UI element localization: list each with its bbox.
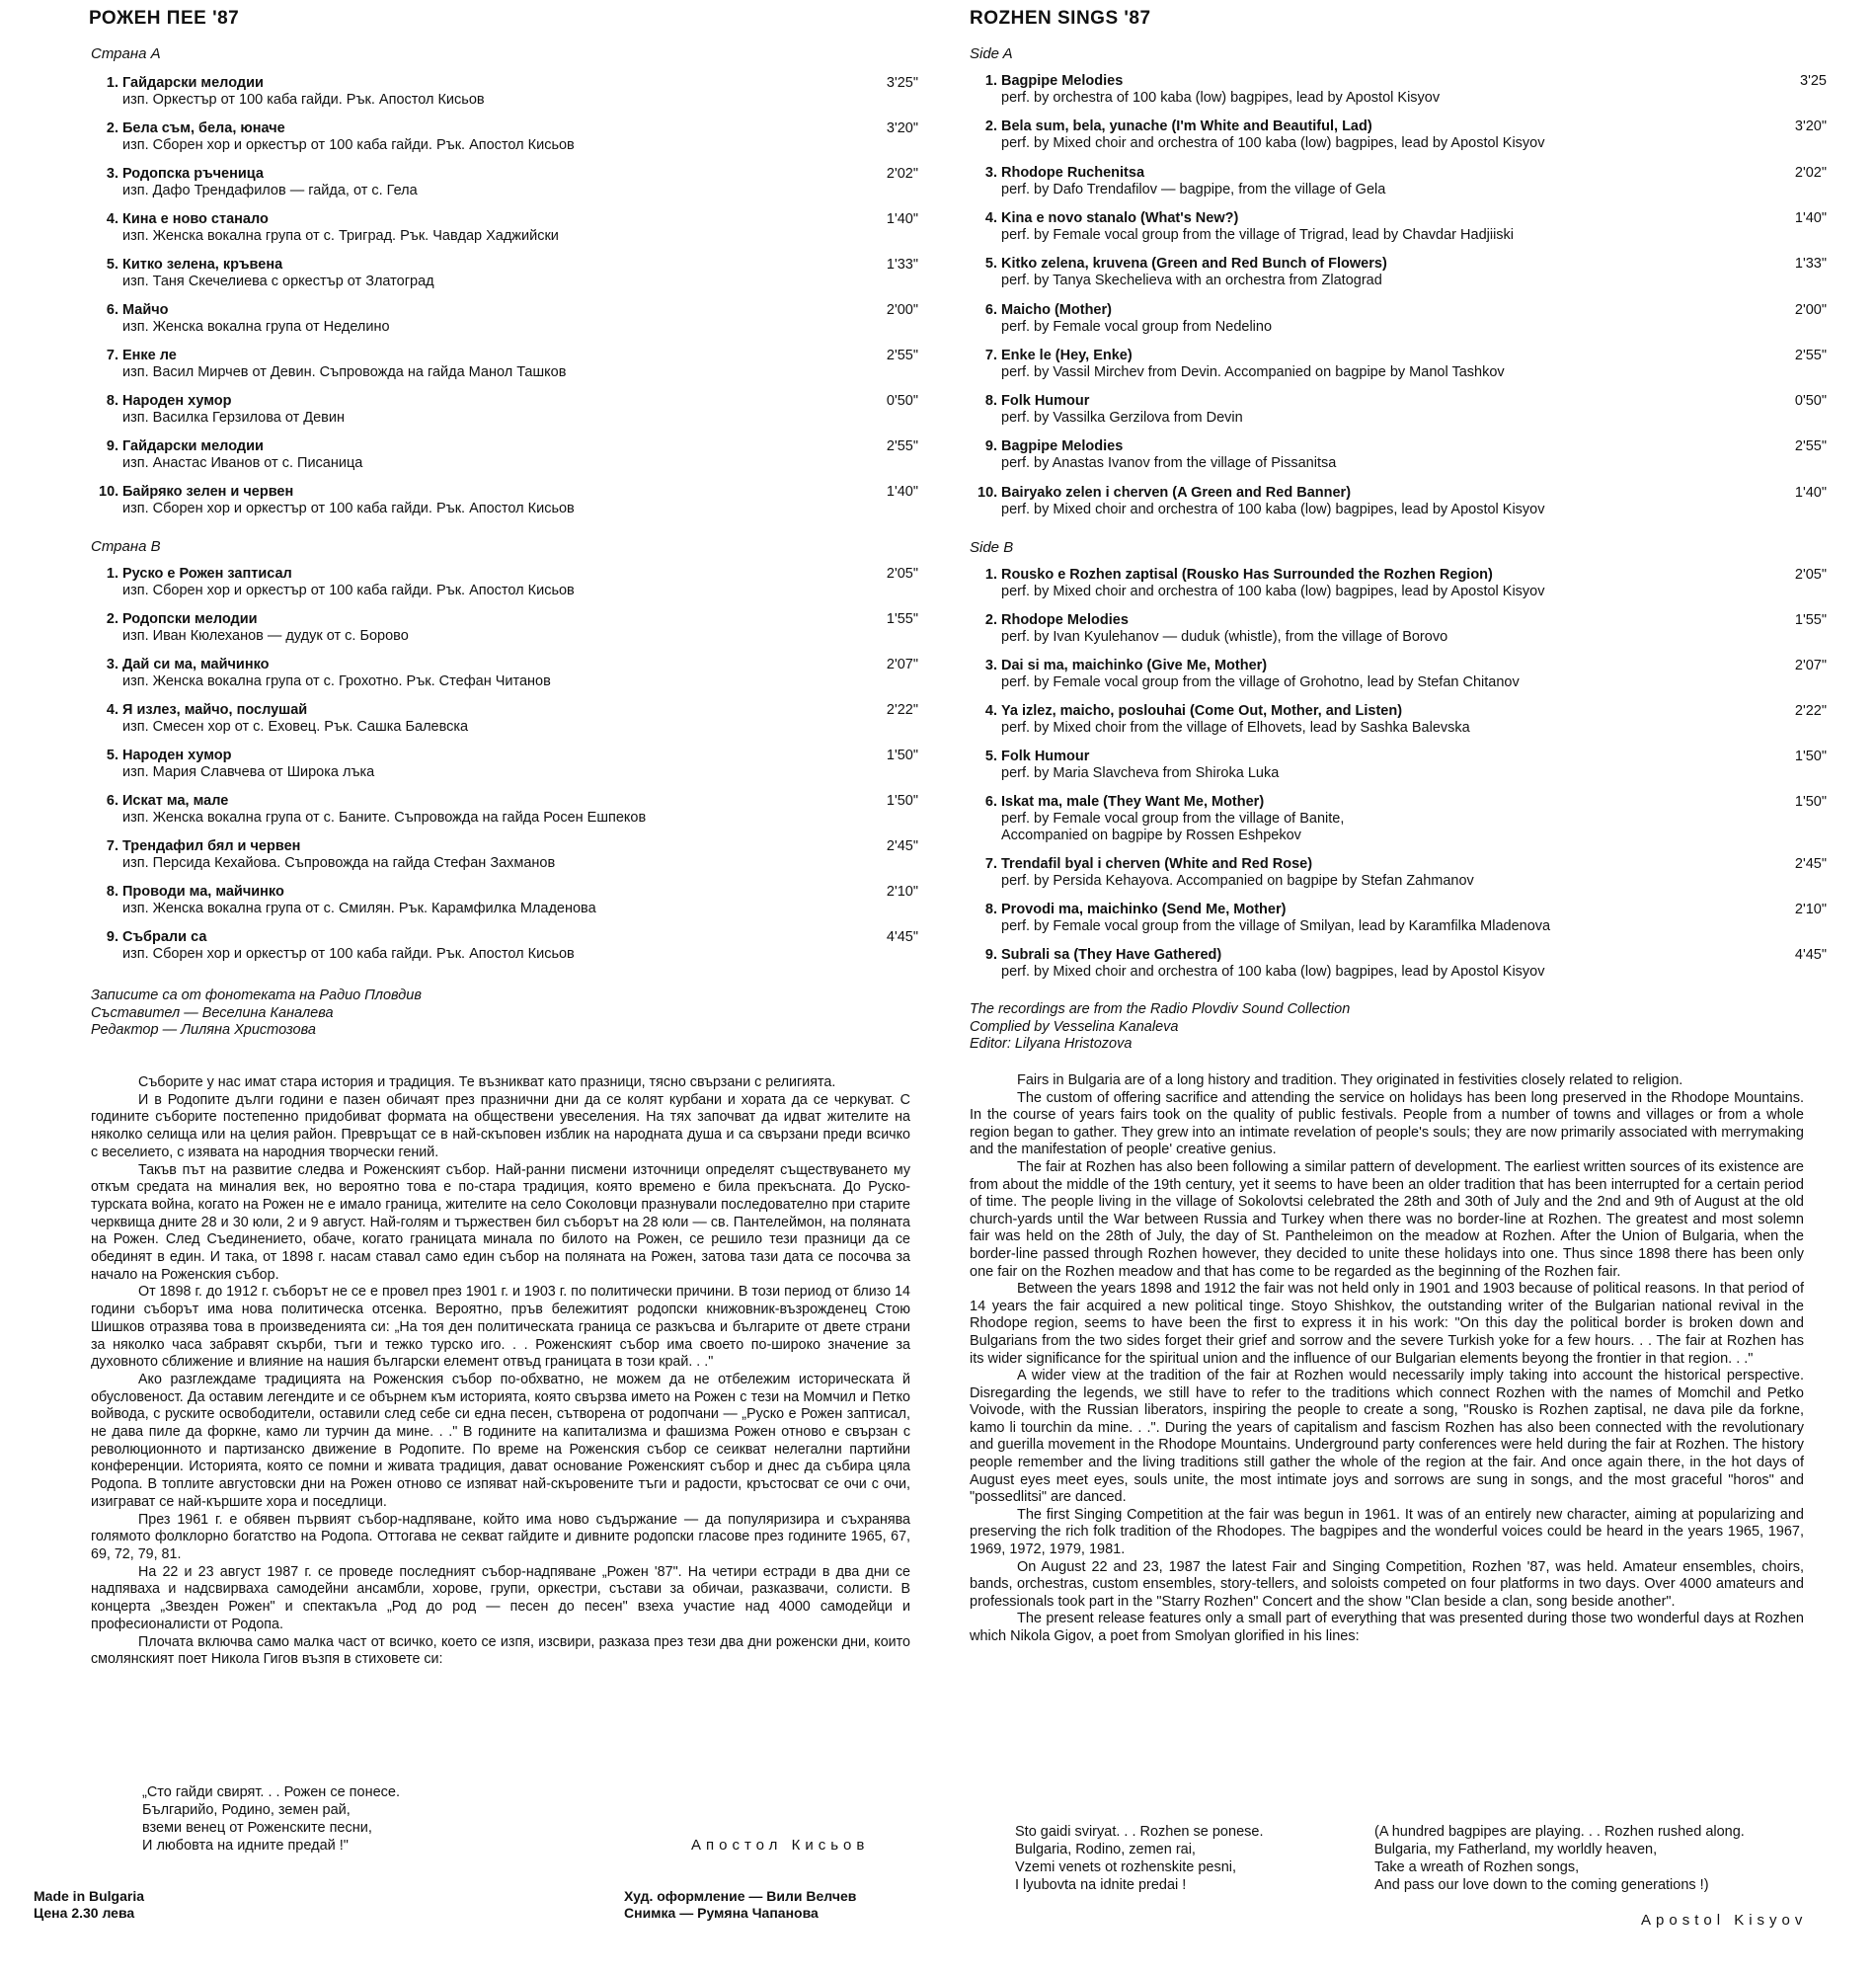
track-performer: изп. Смесен хор от с. Еховец. Рък. Сашка Балевска (122, 719, 469, 735)
track-title: Руско е Рожен заптисал (122, 566, 292, 582)
essay-paragraph: The custom of offering sacrifice and attending the service on holidays has been long preserved in the Rhodope Mountains. In the course of years fairs took on the quality of public festivals. People from a number of towns and villages or from a whole region began to gather. They grew into an intimate revelation of people's souls; they are now primarily associated with merrymaking and the manifestation of people' creative genius. (970, 1089, 1804, 1158)
track-duration: 1'50" (886, 748, 918, 763)
side-a-label: Страна А (91, 45, 161, 62)
track-item (977, 794, 1827, 844)
essay (91, 1074, 910, 1669)
track-item (99, 611, 918, 645)
essay-paragraph: On August 22 and 23, 1987 the latest Fair and Singing Competition, Rozhen '87, was held. Amateur ensembles, choirs, bands, orchestras, custom ensembles, story-tellers, and soloists competed on four platforms in two days. Over 4000 amateurs and professionals took part in the "Starry Rozhen" Concert and the show "Clan beside a clan, song beside another". (970, 1558, 1804, 1610)
track-title: Родопски мелодии (122, 611, 258, 627)
track-item (977, 210, 1827, 244)
track-heading (977, 749, 1827, 765)
track-title: Bagpipe Melodies (1001, 438, 1124, 455)
author-signature-en: Apostol Kisyov (1641, 1912, 1808, 1929)
track-number: 5. (106, 257, 118, 273)
essay-paragraph: The present release features only a small part of everything that was presented during those two wonderful days at Rozhen which Nikola Gigov, a poet from Smolyan glorified in his lines: (970, 1611, 1804, 1644)
poem-line: „Сто гайди свирят. . . Рожен се понесе. (142, 1784, 401, 1800)
track-number: 10. (99, 484, 119, 500)
track-number: 5. (106, 748, 118, 763)
essay-paragraph: И в Родопите дълги години е пазен обичаят през празнични дни да се колят курбани и хората да се черкуват. С годините съборите постепенно придобиват формата на обществени увеселения. На тях започват да идват жителите на няколко селища или на целия район. Превръщат се в най-скъповен изблик на народната душа и са свързани преди всичко с веселието, с изявата на народния творчески гений. (91, 1091, 910, 1160)
track-performer: perf. by Female vocal group from the village of Smilyan, lead by Karamfilka Mladenova (1001, 918, 1551, 934)
track-number: 3. (984, 164, 997, 181)
track-title: Kitko zelena, kruvena (Green and Red Bunch of Flowers) (1001, 256, 1387, 273)
credits (91, 988, 422, 1040)
track-duration: 2'02" (1794, 164, 1827, 181)
track-performer: perf. by Ivan Kyulehanov — duduk (whistle), from the village of Borovo (1001, 629, 1448, 645)
track-title: Майчо (122, 302, 169, 318)
track-performer: perf. by Mixed choir and orchestra of 100 kaba (low) bagpipes, lead by Apostol Kisyov (1001, 964, 1545, 980)
essay-en (970, 1072, 1804, 1646)
track-title: Rousko e Rozhen zaptisal (Rousko Has Surrounded the Rozhen Region) (1001, 567, 1493, 583)
track-title: Байряко зелен и червен (122, 484, 294, 500)
poem-line: И любовта на идните предай !" (142, 1838, 349, 1854)
track-item (99, 348, 918, 381)
track-number: 3. (106, 657, 118, 672)
track-item (99, 438, 918, 472)
track-duration: 1'40" (1794, 484, 1827, 501)
track-duration: 2'07" (1794, 658, 1827, 673)
essay-paragraph: Ако разглеждаме традицията на Роженския събор по-обхватно, не можем да не отбележим историческата й обусловеност. Да оставим легендите и се обърнем към историята, която свързва името на Рожен с тези на Момчил и Петко войвода, с руските освободители, оставили след себе си една песен, сътворена от родопчани — „Руско е Рожен заптисал, не дава пиле да форкне, камо ли турчин да мине. . ." В годините на капитализма и фашизма Рожен отново е свързан с революционното и партизанско движение в Родопите. По време на Роженския събор се сеикват нелегални партийни конференции. Историята, която се помни и живата традиция, дават основание Роженският събор и днес да събира цяла Родопа. В топлите августовски дни на Рожен отново се изпяват най-скъровените тъги и радости, кръстосват се очи с очи, изиграват се най-кършите хора и поседлици. (91, 1371, 910, 1510)
track-item (99, 748, 918, 781)
track-title: Kina e novo stanalo (What's New?) (1001, 209, 1239, 226)
track-number: 9. (106, 929, 118, 945)
track-performer: изп. Женска вокална група от с. Триград. Рък. Чавдар Хаджийски (122, 228, 559, 244)
track-number: 8. (984, 902, 997, 917)
track-heading (99, 120, 918, 137)
track-duration: 1'33" (886, 257, 918, 273)
track-title: Bairyako zelen i cherven (A Green and Red Banner) (1001, 484, 1352, 501)
track-title: Bela sum, bela, yunache (I'm White and Beautiful, Lad) (1001, 118, 1372, 135)
track-number: 8. (984, 393, 997, 410)
essay-paragraph: Съборите у нас имат стара история и традиция. Те възникват като празници, тясно свързани с религията. (138, 1074, 836, 1090)
track-heading (99, 257, 918, 274)
track-heading (99, 166, 918, 183)
track-duration: 2'05" (1794, 567, 1827, 583)
track-duration: 1'40" (886, 484, 918, 500)
track-number: 5. (984, 749, 997, 764)
track-duration: 2'22" (1794, 703, 1827, 719)
track-performer: perf. by Vassilka Gerzilova from Devin (1001, 410, 1243, 427)
track-number: 3. (984, 658, 997, 673)
track-number: 2. (106, 120, 118, 136)
track-item (977, 438, 1827, 472)
track-item (977, 485, 1827, 518)
poem-line: (A hundred bagpipes are playing. . . Rozhen rushed along. (1374, 1824, 1745, 1840)
side-a-label-en: Side A (970, 45, 1013, 62)
poem (142, 1783, 400, 1855)
track-duration: 2'55" (886, 348, 918, 363)
track-heading (99, 929, 918, 946)
track-title: Енке ле (122, 348, 177, 363)
track-number: 6. (106, 302, 118, 318)
track-item (99, 211, 918, 245)
track-title: Проводи ма, майчинко (122, 884, 284, 900)
track-item (99, 702, 918, 736)
credit-line: Editor: Lilyana Hristozova (970, 1036, 1133, 1052)
track-duration: 3'25 (1800, 73, 1827, 89)
track-duration: 1'50" (1794, 749, 1827, 764)
track-duration: 1'40" (886, 211, 918, 227)
essay-paragraph: От 1898 г. до 1912 г. съборът не се е провел през 1901 г. и 1903 г. по политически причини. В този период от близо 14 години съборът има нова политическа отсенка. Вероятно, пръв бележитият родопски книжовник-възрожденец Стою Шишков отразява това в произведенията си: „На тоя ден политическата граница се разкъсва и българите от двете страни за няколко часа забравят скърби, тъги и тежко турско иго. . . Роженският събор има своето по-широко значение за духовното сближение и влияние на нашия български елемент отвъд границата в този край. . ." (91, 1284, 910, 1371)
track-heading (99, 838, 918, 855)
credit-line: Записите са от фонотеката на Радио Пловдив (91, 988, 422, 1003)
made-in: Made in Bulgaria (34, 1888, 145, 1904)
track-duration: 4'45" (1794, 947, 1827, 963)
track-item (977, 256, 1827, 289)
track-performer: perf. by Mixed choir and orchestra of 100 kaba (low) bagpipes, lead by Apostol Kisyov (1001, 584, 1545, 599)
poem-translation (1374, 1823, 1745, 1894)
track-heading (977, 567, 1827, 584)
track-item (99, 884, 918, 917)
track-performer: perf. by Tanya Skechelieva with an orchestra from Zlatograd (1001, 273, 1382, 289)
poem-line: Bulgaria, my Fatherland, my worldly heaven, (1374, 1842, 1658, 1857)
footer-right (624, 1888, 856, 1922)
track-item (99, 120, 918, 154)
track-title: Китко зелена, кръвена (122, 257, 283, 273)
track-number: 9. (984, 438, 997, 455)
track-heading (977, 902, 1827, 918)
credits-en (970, 1001, 1350, 1054)
track-performer: изп. Женска вокална група от с. Баните. Съпровожда на гайда Росен Ешпеков (122, 810, 647, 826)
essay-paragraph: Плочата включва само малка част от всичко, което се изпя, изсвири, разказа през тези два дни роженски дни, които смолянският поет Никола Гигов възпя в стиховете си: (91, 1633, 910, 1668)
author-signature: Апостол Кисьов (691, 1837, 870, 1854)
track-item (977, 612, 1827, 646)
track-performer: изп. Женска вокална група от с. Грохотно. Рък. Стефан Читанов (122, 673, 551, 689)
track-performer: изп. Женска вокална група от Неделино (122, 319, 390, 335)
track-duration: 2'05" (886, 566, 918, 582)
credit-line: Съставител — Веселина Каналева (91, 1004, 334, 1021)
track-title: Folk Humour (1001, 393, 1090, 410)
track-duration: 2'00" (1794, 301, 1827, 318)
page-title-en: ROZHEN SINGS '87 (970, 8, 1151, 29)
track-performer: perf. by Female vocal group from the village of Banite, (1001, 811, 1345, 827)
track-duration: 0'50" (1794, 393, 1827, 410)
credit-line: The recordings are from the Radio Plovdiv Sound Collection (970, 1001, 1351, 1017)
track-performer: изп. Сборен хор и оркестър от 100 каба гайди. Рък. Апостол Кисьов (122, 137, 575, 153)
track-item (99, 793, 918, 827)
track-title: Гайдарски мелодии (122, 75, 264, 91)
track-performer: Accompanied on bagpipe by Rossen Eshpekov (1001, 828, 1301, 843)
track-heading (977, 856, 1827, 873)
track-number: 4. (984, 209, 997, 226)
track-performer: perf. by Anastas Ivanov from the village of Pissanitsa (1001, 455, 1337, 472)
track-item (99, 393, 918, 427)
track-number: 4. (106, 702, 118, 718)
track-heading (977, 612, 1827, 629)
track-performer: perf. by Maria Slavcheva from Shiroka Luka (1001, 765, 1280, 781)
track-title: Provodi ma, maichinko (Send Me, Mother) (1001, 902, 1287, 917)
track-title: Subrali sa (They Have Gathered) (1001, 947, 1222, 963)
track-heading (977, 703, 1827, 720)
track-number: 6. (106, 793, 118, 809)
poem-line: Take a wreath of Rozhen songs, (1374, 1859, 1580, 1875)
track-title: Enke le (Hey, Enke) (1001, 347, 1133, 363)
track-heading (99, 484, 918, 501)
track-item (977, 947, 1827, 981)
track-number: 6. (984, 301, 997, 318)
track-performer: изп. Сборен хор и оркестър от 100 каба гайди. Рък. Апостол Кисьов (122, 583, 575, 598)
track-heading (977, 485, 1827, 502)
track-heading (977, 393, 1827, 410)
track-number: 2. (984, 118, 997, 135)
track-duration: 2'02" (886, 166, 918, 182)
essay-paragraph: Такъв път на развитие следва и Роженският събор. Най-ранни писмени източници определят съществуването му откъм средата на миналия век, но вероятно това е по-стара традиция, която времено е била прекъсната. До Руско-турската война, когато на Рожен не е имало граница, жителите на село Соколовци празнували последователно при старите черквища дните 28 и 30 юли, 2 и 9 август. Най-голям и тържествен бил съборът на 28 юли — св. Пантелеймон, на поляната на Рожен. След Съединението, обаче, когато границата минала по билото на Рожен, се решило тези празници да се обединят в един. И така, от 1898 г. насам ставал само един събор на поляната на Рожен, затова тази дата се посочва за начало на Роженския събор. (91, 1161, 910, 1283)
track-heading (99, 657, 918, 673)
track-item (99, 302, 918, 336)
track-title: Rhodope Melodies (1001, 612, 1129, 628)
track-heading (977, 348, 1827, 364)
track-performer: perf. by Mixed choir and orchestra of 100 kaba (low) bagpipes, lead by Apostol Kisyov (1001, 135, 1545, 152)
track-duration: 2'07" (886, 657, 918, 672)
poem-line: I lyubovta na idnite predai ! (1015, 1877, 1187, 1893)
essay-paragraph: A wider view at the tradition of the fair at Rozhen would necessarily imply taking into account the historical perspective. Disregarding the legends, we still have to refer to the traditions which connect Rozhen with the names of Momchil and Petko Voivode, with the Russian liberators, inspiring the people to create a song, "Rousko is Rozhen zaptisal, ne dava pile da forkne, kamo li tourchin da mine. . .". During the years of capitalism and fascism Rozhen has also been connected with the revolutionary and guerilla movement in the Rhodope Mountains. Underground party conferences were held during the fair at Rozhen. The history people remember and the living traditions still gather the whole of the region at the fair. And once again there, in the hot days of August eyes meet eyes, souls unite, the most intimate joys and sorrows are sung in songs, and the most graceful "horos" and "possedlitsi" are danced. (970, 1368, 1804, 1506)
track-heading (99, 75, 918, 92)
track-duration: 1'55" (886, 611, 918, 627)
poem-line: Sto gaidi sviryat. . . Rozhen se ponese. (1015, 1824, 1264, 1840)
track-number: 8. (106, 884, 118, 900)
track-performer: perf. by Mixed choir from the village of Elhovets, lead by Sashka Balevska (1001, 720, 1470, 736)
track-duration: 1'40" (1794, 209, 1827, 226)
track-title: Ya izlez, maicho, poslouhai (Come Out, Mother, and Listen) (1001, 703, 1403, 719)
track-item (99, 484, 918, 517)
track-title: Събрали са (122, 929, 207, 945)
track-heading (99, 793, 918, 810)
track-item (99, 257, 918, 290)
track-number: 4. (106, 211, 118, 227)
track-heading (977, 118, 1827, 135)
track-duration: 2'45" (886, 838, 918, 854)
poem-line: Българийо, Родино, земен рай, (142, 1802, 351, 1818)
track-item (977, 73, 1827, 107)
track-performer: perf. by orchestra of 100 kaba (low) bagpipes, lead by Apostol Kisyov (1001, 90, 1441, 106)
track-title: Dai si ma, maichinko (Give Me, Mother) (1001, 658, 1268, 673)
track-title: Искат ма, мале (122, 793, 229, 809)
track-title: Бела съм, бела, юначе (122, 120, 285, 136)
track-performer: изп. Оркестър от 100 каба гайди. Рък. Апостол Кисьов (122, 92, 485, 108)
track-heading (977, 302, 1827, 319)
essay-paragraph: Between the years 1898 and 1912 the fair was not held only in 1901 and 1903 because of political reasons. In that period of 14 years the fair acquired a new political tinge. Stoyo Shishkov, the outstanding writer of the Bulgarian national revival in the Rhodope region, seems to have been the first to express it in his work: "On this day the political border is broken down and Bulgarians from the two sides forget their grief and sorrow and the severe Turkish yoke for a few hours. . . The fair at Rozhen has its wider significance for the spiritual union and the influence of our Bulgarian elements beyong the frontier in that region. . ." (970, 1281, 1804, 1367)
track-duration: 2'10" (886, 884, 918, 900)
track-duration: 2'55" (886, 438, 918, 454)
track-item (977, 348, 1827, 381)
track-number: 7. (106, 348, 118, 363)
track-title: Maicho (Mother) (1001, 301, 1112, 318)
track-number: 7. (106, 838, 118, 854)
track-duration: 2'10" (1794, 902, 1827, 917)
essay-paragraph: На 22 и 23 август 1987 г. се проведе последният събор-надпяване „Рожен '87". На четири естради в два дни се надпяваха и надсвирваха самодейни ансамбли, хорове, групи, оркестри, състави за обичаи, разказвачи, солисти. В концерта „Звезден Рожен" и спектакъла „Род до род — песен до песен" взеха участие над 4000 самодейци и професионалисти от Родопа. (91, 1563, 910, 1632)
track-duration: 1'55" (1794, 612, 1827, 628)
track-title: Кина е ново станало (122, 211, 269, 227)
track-item (977, 749, 1827, 782)
track-item (99, 838, 918, 872)
track-performer: perf. by Vassil Mirchev from Devin. Accompanied on bagpipe by Manol Tashkov (1001, 363, 1505, 380)
track-performer: изп. Иван Кюлеханов — дудук от с. Борово (122, 628, 409, 644)
track-heading (977, 947, 1827, 964)
track-title: Народен хумор (122, 748, 232, 763)
track-number: 1. (984, 73, 997, 89)
track-item (977, 567, 1827, 600)
design-credit: Худ. оформление — Вили Велчев (624, 1888, 857, 1904)
track-heading (977, 256, 1827, 273)
track-number: 3. (106, 166, 118, 182)
track-title: Trendafil byal i cherven (White and Red Rose) (1001, 856, 1313, 872)
track-duration: 4'45" (886, 929, 918, 945)
track-number: 4. (984, 703, 997, 719)
track-performer: perf. by Dafo Trendafilov — bagpipe, from the village of Gela (1001, 181, 1386, 198)
track-heading (977, 658, 1827, 674)
track-heading (99, 884, 918, 901)
track-performer: perf. by Female vocal group from the village of Grohotno, lead by Stefan Chitanov (1001, 674, 1520, 690)
track-performer: изп. Васил Мирчев от Девин. Съпровожда на гайда Манол Ташков (122, 364, 567, 380)
track-performer: изп. Дафо Трендафилов — гайда, от с. Гела (122, 183, 418, 198)
track-heading (977, 210, 1827, 227)
track-title: Гайдарски мелодии (122, 438, 264, 454)
track-performer: изп. Сборен хор и оркестър от 100 каба гайди. Рък. Апостол Кисьов (122, 946, 575, 962)
track-number: 10. (977, 484, 998, 501)
essay-paragraph: Fairs in Bulgaria are of a long history and tradition. They originated in festivities closely related to religion. (1017, 1072, 1683, 1088)
track-title: Дай си ма, майчинко (122, 657, 270, 672)
track-item (977, 703, 1827, 737)
track-heading (99, 566, 918, 583)
track-number: 7. (984, 856, 997, 872)
track-number: 6. (984, 794, 997, 810)
track-duration: 1'33" (1794, 256, 1827, 273)
track-item (977, 856, 1827, 890)
track-duration: 2'00" (886, 302, 918, 318)
track-duration: 1'50" (1794, 794, 1827, 810)
credit-line: Редактор — Лиляна Христозова (91, 1022, 316, 1038)
track-number: 5. (984, 256, 997, 273)
poem-line: Bulgaria, Rodino, zemen rai, (1015, 1842, 1196, 1857)
track-item (977, 118, 1827, 152)
footer-left (34, 1888, 144, 1922)
track-performer: изп. Сборен хор и оркестър от 100 каба гайди. Рък. Апостол Кисьов (122, 501, 575, 516)
track-number: 9. (106, 438, 118, 454)
track-heading (977, 794, 1827, 811)
track-duration: 0'50" (886, 393, 918, 409)
track-title: Bagpipe Melodies (1001, 73, 1124, 89)
track-item (99, 929, 918, 963)
poem-line: вземи венец от Роженските песни, (142, 1820, 372, 1836)
track-heading (99, 702, 918, 719)
essay-paragraph: The first Singing Competition at the fair was begun in 1961. It was of an entirely new character, aiming at popularizing and preserving the rich folk tradition of the Rhodopes. The bagpipes and the wonderful voices could be heard in the years 1965, 1967, 1969, 1972, 1979, 1981. (970, 1506, 1804, 1558)
photo-credit: Снимка — Румяна Чапанова (624, 1905, 819, 1921)
track-item (977, 165, 1827, 198)
track-item (99, 566, 918, 599)
track-duration: 2'45" (1794, 856, 1827, 872)
track-number: 2. (106, 611, 118, 627)
track-heading (99, 211, 918, 228)
track-duration: 3'20" (886, 120, 918, 136)
track-title: Iskat ma, male (They Want Me, Mother) (1001, 794, 1265, 810)
credit-line: Complied by Vesselina Kanaleva (970, 1018, 1179, 1035)
track-performer: изп. Женска вокална група от с. Смилян. Рък. Карамфилка Младенова (122, 901, 596, 916)
track-duration: 2'55" (1794, 347, 1827, 363)
track-duration: 2'22" (886, 702, 918, 718)
poem-transliterated (1015, 1823, 1263, 1894)
track-title: Родопска ръченица (122, 166, 264, 182)
track-performer: изп. Таня Скечелиева с оркестър от Златоград (122, 274, 434, 289)
track-number: 7. (984, 347, 997, 363)
track-item (99, 75, 918, 109)
track-duration: 3'20" (1794, 118, 1827, 135)
track-duration: 3'25" (886, 75, 918, 91)
track-item (977, 393, 1827, 427)
track-performer: изп. Персида Кехайова. Съпровожда на гайда Стефан Захманов (122, 855, 556, 871)
track-item (99, 657, 918, 690)
side-b-label: Страна В (91, 538, 161, 555)
track-heading (977, 165, 1827, 182)
track-performer: perf. by Female vocal group from the village of Trigrad, lead by Chavdar Hadjiiski (1001, 226, 1515, 243)
poem-line: And pass our love down to the coming generations !) (1374, 1877, 1709, 1893)
track-performer: perf. by Mixed choir and orchestra of 100 kaba (low) bagpipes, lead by Apostol Kisyov (1001, 501, 1545, 517)
track-heading (99, 393, 918, 410)
track-number: 1. (106, 75, 118, 91)
track-title: Я излез, майчо, послушай (122, 702, 308, 718)
track-title: Rhodope Ruchenitsa (1001, 164, 1145, 181)
track-performer: perf. by Female vocal group from Nedelino (1001, 318, 1273, 335)
side-b-label-en: Side B (970, 539, 1014, 556)
track-title: Folk Humour (1001, 749, 1090, 764)
track-performer: perf. by Persida Kehayova. Accompanied on bagpipe by Stefan Zahmanov (1001, 873, 1474, 889)
price: Цена 2.30 лева (34, 1905, 135, 1921)
track-item (99, 166, 918, 199)
track-heading (977, 73, 1827, 90)
track-performer: изп. Анастас Иванов от с. Писаница (122, 455, 363, 471)
track-title: Трендафил бял и червен (122, 838, 301, 854)
track-title: Народен хумор (122, 393, 232, 409)
track-number: 9. (984, 947, 997, 963)
track-heading (99, 348, 918, 364)
track-item (977, 302, 1827, 336)
track-heading (977, 438, 1827, 455)
track-number: 8. (106, 393, 118, 409)
track-performer: изп. Василка Герзилова от Девин (122, 410, 345, 426)
track-heading (99, 302, 918, 319)
poem-line: Vzemi venets ot rozhenskite pesni, (1015, 1859, 1237, 1875)
essay-paragraph: През 1961 г. е обявен първият събор-надпяване, който има ново съдържание — да популяризира и съхранява голямото фолклорно богатство на Родопа. Оттогава не секват гайдите и дивните родопски гласове през годините 1965, 67, 69, 72, 79, 81. (91, 1511, 910, 1562)
track-item (977, 902, 1827, 935)
track-number: 2. (984, 612, 997, 628)
page-title: РОЖЕН ПЕЕ '87 (89, 8, 240, 29)
track-number: 1. (106, 566, 118, 582)
track-performer: изп. Мария Славчева от Широка лъка (122, 764, 375, 780)
track-number: 1. (984, 567, 997, 583)
track-heading (99, 611, 918, 628)
track-heading (99, 748, 918, 764)
track-duration: 1'50" (886, 793, 918, 809)
track-duration: 2'55" (1794, 438, 1827, 455)
track-item (977, 658, 1827, 691)
track-heading (99, 438, 918, 455)
essay-paragraph: The fair at Rozhen has also been following a similar pattern of development. The earliest written sources of its existence are from about the middle of the 19th century, yet it seems to have been an older tradition that has been interrupted for a certain period of time. The people living in the village of Sokolovtsi celebrated the 28th and 30th of July and the 2nd and 9th of August at the old church-yards until the War between Russia and Turkey when there was no border-line at Rozhen. The greatest and most solemn fair was held on the 28th of July, the day of St. Pantheleimon on the meadow at Rozhen. After the Union of Bulgaria, when the border-line passed through Rozhen however, they decided to unite these holidays into one. Thus since 1898 there has been only one fair on the Rozhen meadow and that has come to be regarded as the beginning of the Rozhen fair. (970, 1158, 1804, 1280)
